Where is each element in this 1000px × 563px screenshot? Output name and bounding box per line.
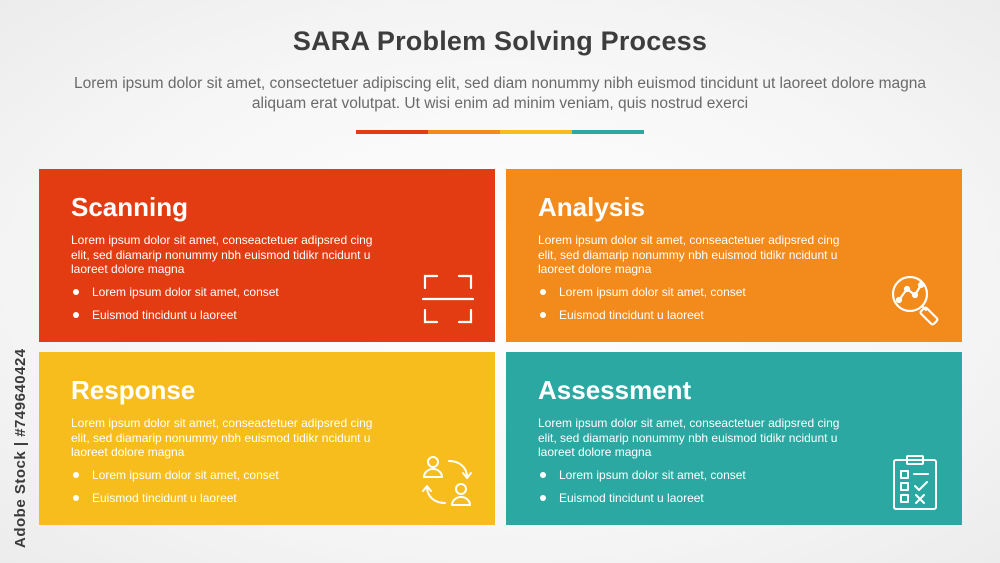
page-title: SARA Problem Solving Process — [292, 26, 708, 56]
divider-segment-analysis — [428, 130, 500, 134]
card-bullet-list — [538, 468, 746, 514]
card-bullet-list — [71, 285, 279, 331]
card-bullet: Euismod tincidunt u laoreet — [538, 491, 746, 505]
card-response — [39, 352, 495, 525]
card-title: Response — [71, 375, 196, 405]
divider-segment-response — [500, 130, 572, 134]
magnifier-chart-icon — [886, 270, 944, 328]
card-bullet-list — [71, 468, 279, 514]
card-description: Lorem ipsum dolor sit amet, conseactetuer adipsred cing elit, sed diamarip nonummy nbh euismod tidikr ncidunt u laoreet dolore magna — [538, 233, 840, 276]
people-exchange-icon — [419, 453, 477, 511]
card-bullet: Lorem ipsum dolor sit amet, conset — [538, 285, 746, 299]
card-assessment — [506, 352, 962, 525]
card-bullet: Euismod tincidunt u laoreet — [71, 308, 279, 322]
scan-frame-icon — [419, 270, 477, 328]
card-description: Lorem ipsum dolor sit amet, conseactetuer adipsred cing elit, sed diamarip nonummy nbh euismod tidikr ncidunt u laoreet dolore magna — [71, 233, 373, 276]
card-bullet-list — [538, 285, 746, 331]
divider-segment-scanning — [356, 130, 428, 134]
divider-segment-assessment — [572, 130, 644, 134]
page-subtitle: Lorem ipsum dolor sit amet, consectetuer adipiscing elit, sed diam nonummy nibh euismod tincidunt ut laoreet dolore magna aliquam erat volutpat. Ut wisi enim ad minim veniam, quis nostrud exerci — [73, 75, 927, 112]
card-title: Scanning — [71, 192, 189, 222]
card-description: Lorem ipsum dolor sit amet, conseactetuer adipsred cing elit, sed diamarip nonummy nbh euismod tidikr ncidunt u laoreet dolore magna — [538, 416, 840, 459]
card-bullet: Lorem ipsum dolor sit amet, conset — [538, 468, 746, 482]
color-divider — [356, 130, 644, 134]
card-bullet: Euismod tincidunt u laoreet — [71, 491, 279, 505]
card-scanning — [39, 169, 495, 342]
card-title: Assessment — [538, 375, 692, 405]
card-analysis — [506, 169, 962, 342]
card-description: Lorem ipsum dolor sit amet, conseactetuer adipsred cing elit, sed diamarip nonummy nbh euismod tidikr ncidunt u laoreet dolore magna — [71, 416, 373, 459]
card-bullet: Lorem ipsum dolor sit amet, conset — [71, 285, 279, 299]
card-bullet: Euismod tincidunt u laoreet — [538, 308, 746, 322]
stock-watermark: Adobe Stock | #749640424 — [12, 348, 29, 548]
card-bullet: Lorem ipsum dolor sit amet, conset — [71, 468, 279, 482]
card-title: Analysis — [538, 192, 645, 222]
clipboard-checklist-icon — [886, 453, 944, 511]
